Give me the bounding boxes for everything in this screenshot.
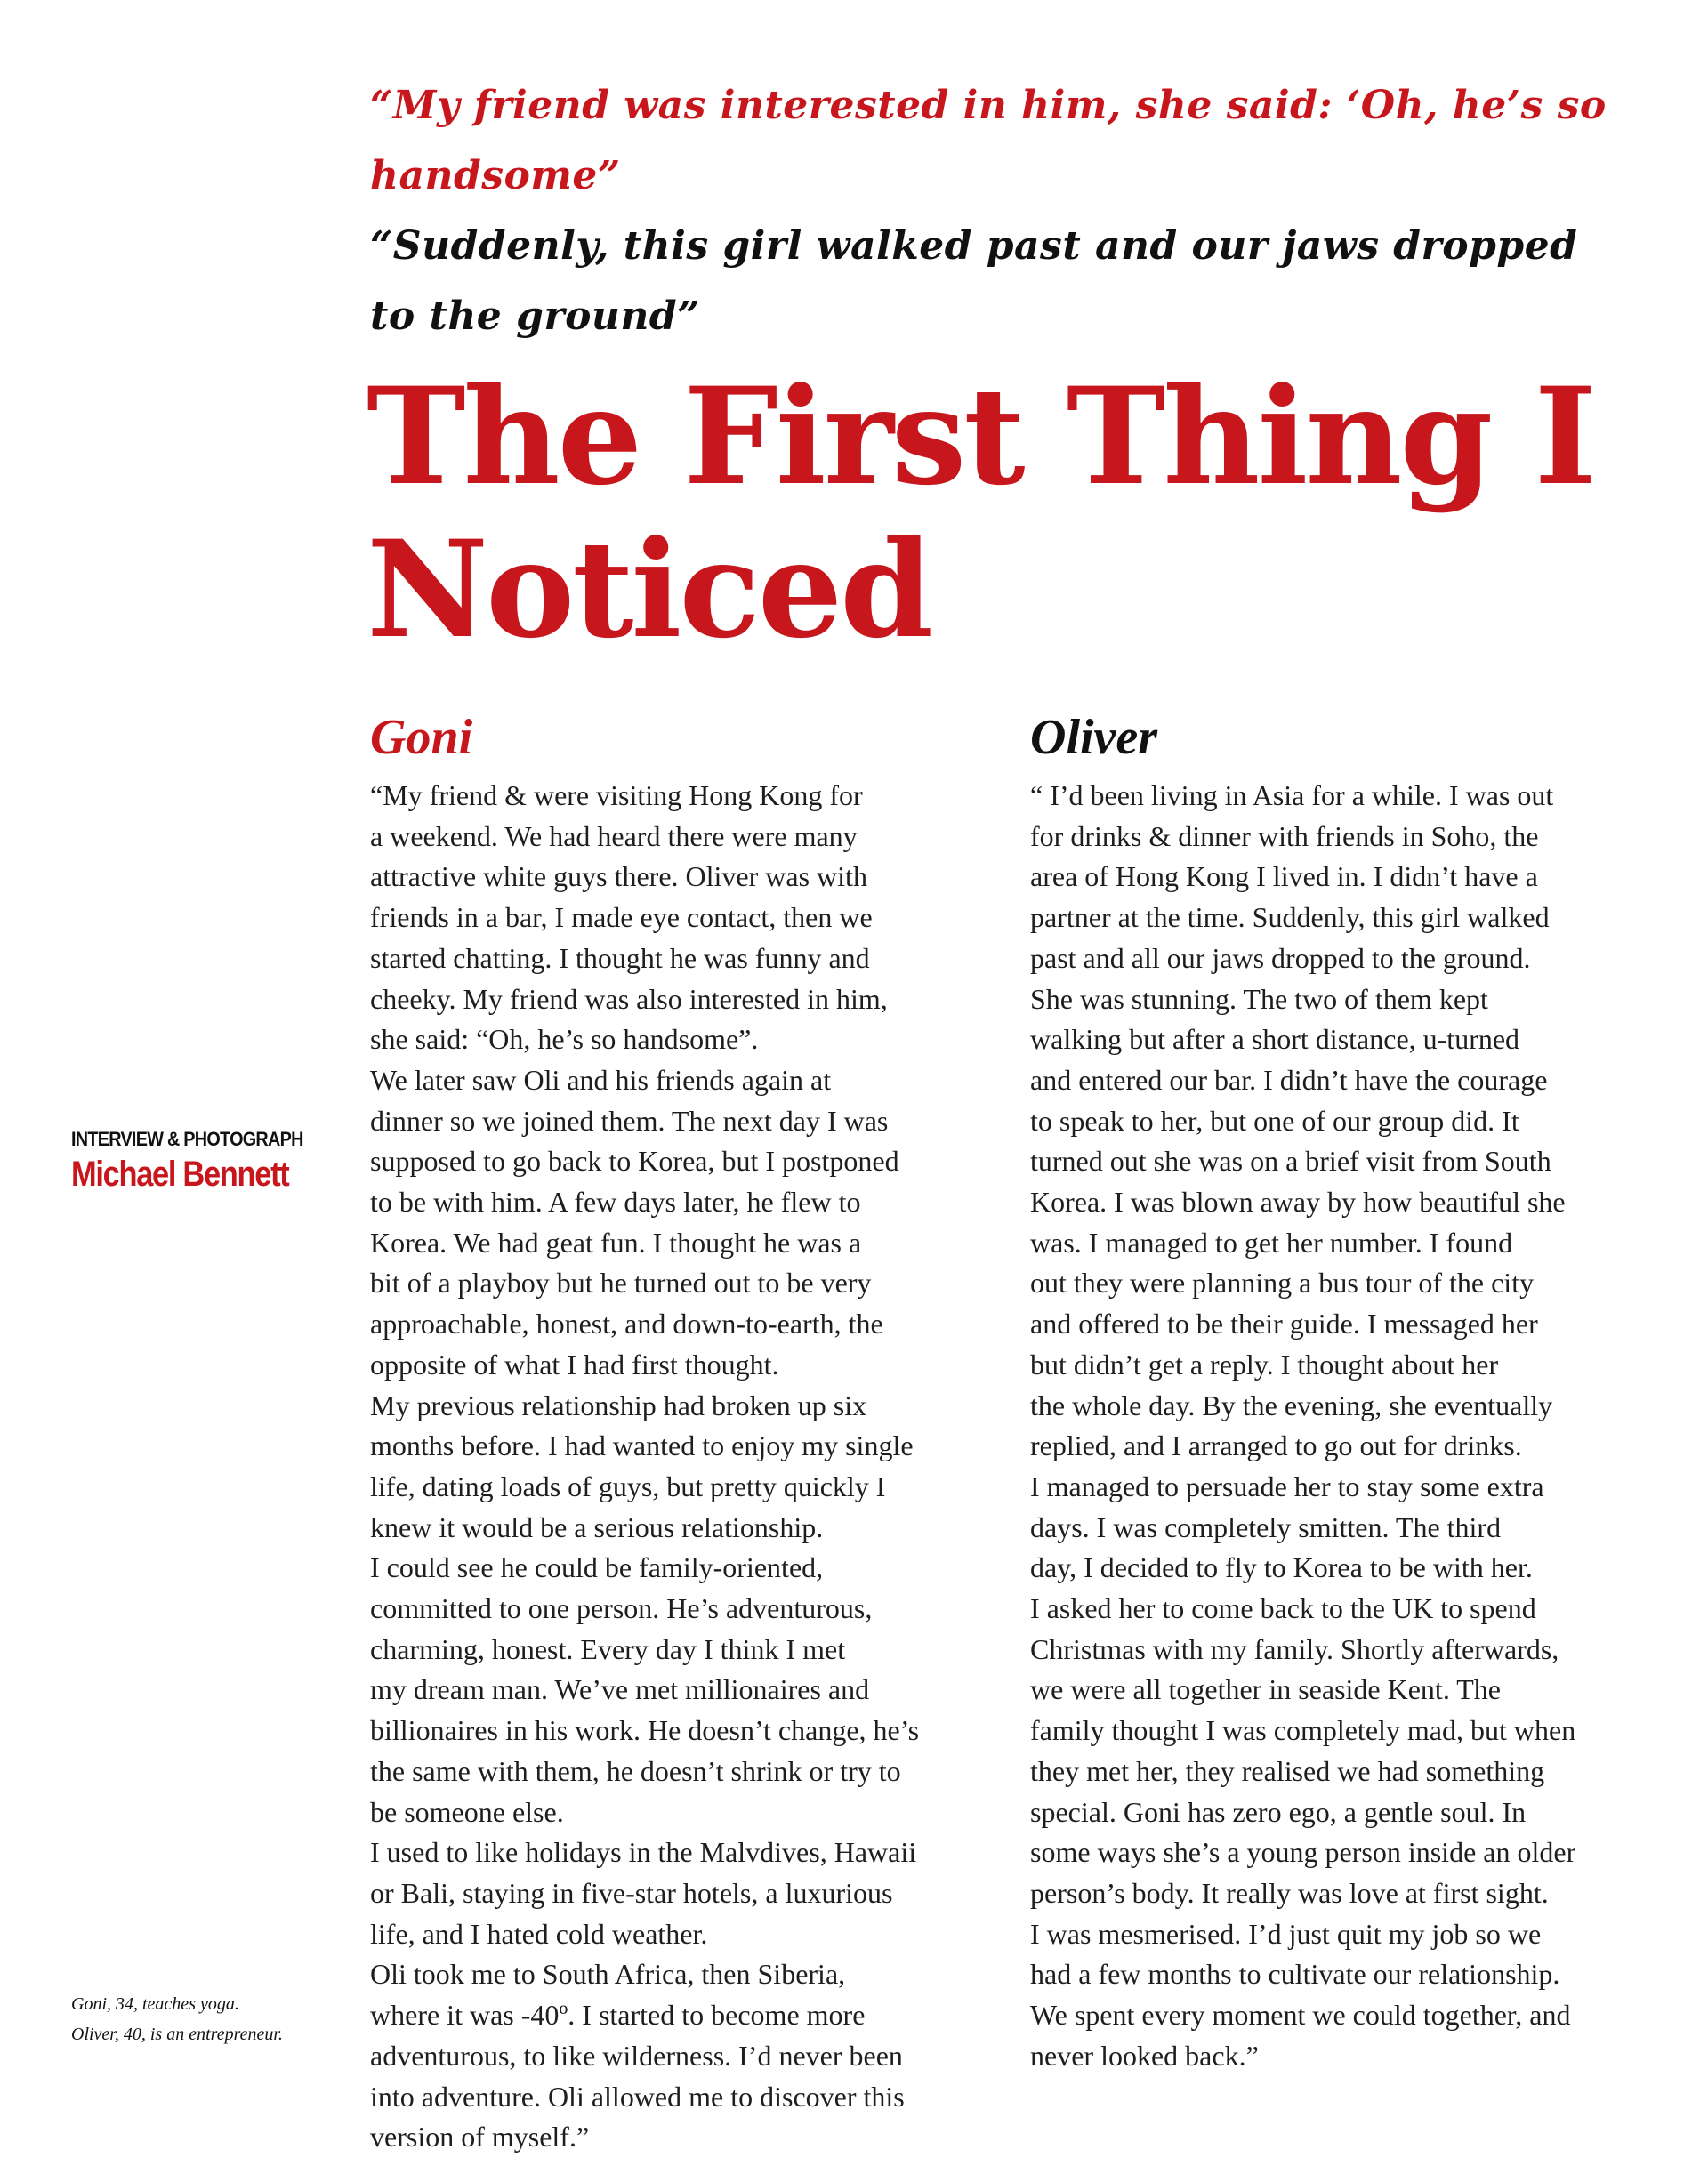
oliver-story-text: “ I’d been living in Asia for a while. I was out for drinks & dinner with friends in Soho, the area of Hong Kong I lived in. I didn’t have a partner at the time. Suddenly, this girl walked past and all our jaws dropped to the ground. She was stunning. The two of them kept walking but after a short distance, u-turned and entered our bar. I didn’t have the courage to speak to her, but one of our group did. It turned out she was on a brief visit from South Korea. I was blown away by how beautiful she was. I managed to get her number. I found out they were planning a bus tour of the city and offered to be their guide. I messaged her but didn’t get a reply. I thought about her the whole day. By the evening, she eventually replied, and I arranged to go out for drinks. I managed to persuade her to stay some extra days. I was completely smitten. The third day, I decided to fly to Korea to be with her. I asked her to come back to the UK to spend Christmas with my family. Shortly afterwards, we were all together in seaside Kent. The family thought I was completely mad, but when they met her, they realised we had something special. Goni has zero ego, a gentle soul. In some ways she’s a young person inside an older person’s body. It really was love at first sight. I was mesmerised. I’d just quit my job so we had a few months to cultivate our relationship. We spent every moment we could together, and never looked back.” (1030, 779, 1576, 2072)
caption-oliver: Oliver, 40, is an entrepreneur. (71, 2025, 283, 2044)
pull-quote-oliver: “Suddenly, this girl walked past and our jaws dropped to the ground” (370, 223, 1578, 339)
goni-heading: Goni (370, 710, 473, 765)
credit-label: INTERVIEW & PHOTOGRAPH (71, 1128, 303, 1150)
headline: The First Thing I Noticed (367, 358, 1594, 668)
caption-goni: Goni, 34, teaches yoga. (71, 1994, 239, 2014)
pull-quote-goni: “My friend was interested in him, she said: ‘Oh, he’s so handsome” (370, 83, 1607, 198)
oliver-heading: Oliver (1030, 710, 1158, 765)
goni-story-text: “My friend & were visiting Hong Kong for a weekend. We had heard there were many attractive white guys there. Oliver was with friends in a bar, I made eye contact, then we started chatting. I thought he was funny and cheeky. My friend was also interested in him, she said: “Oh, he’s so handsome”. We later saw Oli and his friends again at dinner so we joined them. The next day I was supposed to go back to Korea, but I postponed to be with him. A few days later, he flew to Korea. We had geat fun. I thought he was a bit of a playboy but he turned out to be very approachable, honest, and down-to-earth, the opposite of what I had first thought. My previous relationship had broken up six months before. I had wanted to enjoy my single life, dating loads of guys, but pretty quickly I knew it would be a serious relationship. I could see he could be family-oriented, committed to one person. He’s adventurous, charming, honest. Every day I think I met my dream man. We’ve met millionaires and billionaires in his work. He doesn’t change, he’s the same with them, he doesn’t shrink or try to be someone else. I used to like holidays in the Malvdives, Hawaii or Bali, staying in five-star hotels, a luxurious life, and I hated cold weather. Oli took me to South Africa, then Siberia, where it was -40º. I started to become more adventurous, to like wilderness. I’d never been into adventure. Oli allowed me to discover this version of myself.” (370, 779, 920, 2154)
credit-name: Michael Bennett (71, 1155, 289, 1194)
